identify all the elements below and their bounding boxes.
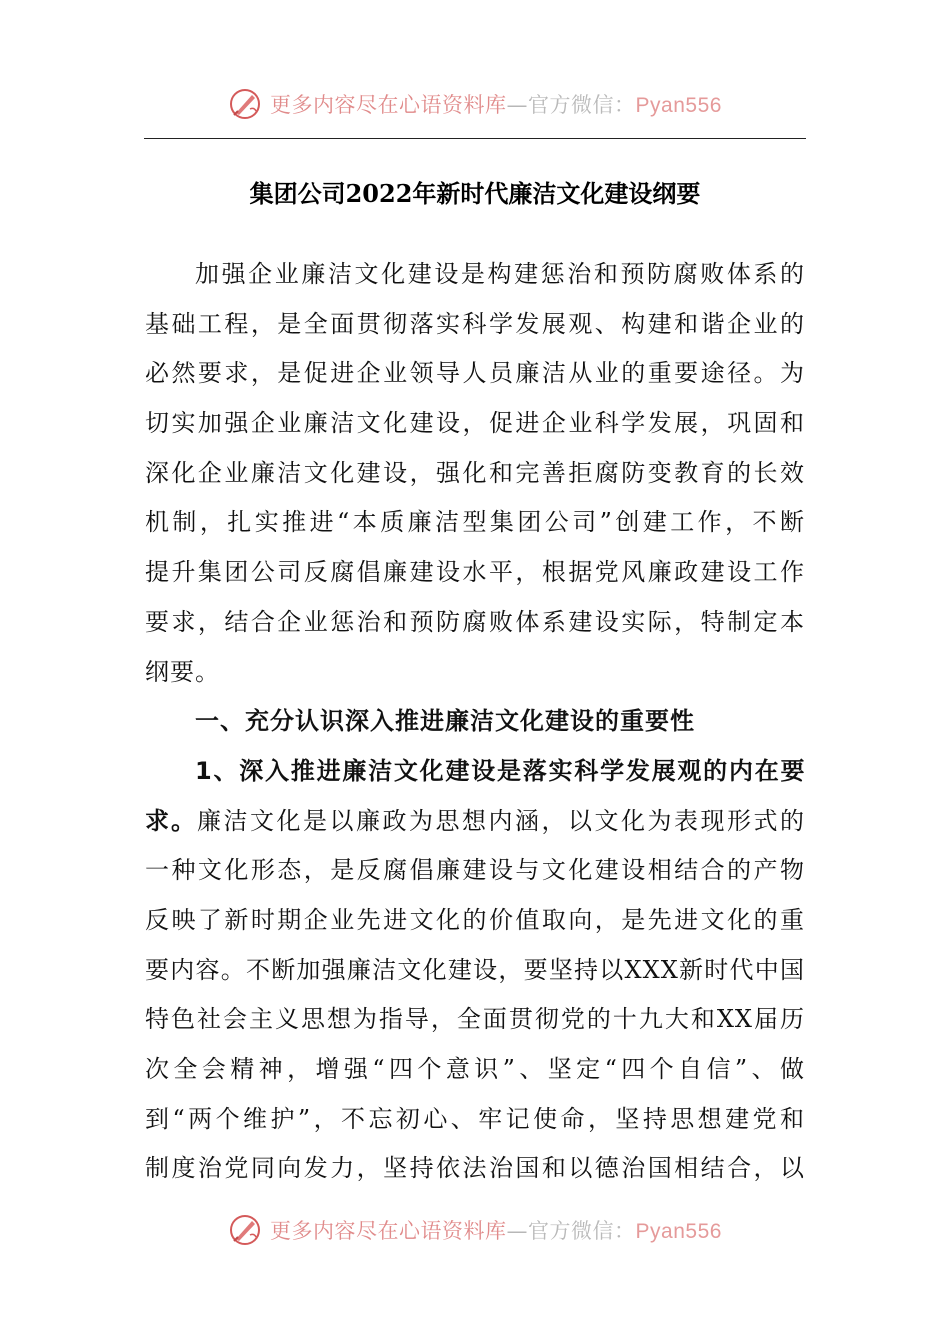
paragraph-line: 一种文化形态，是反腐倡廉建设与文化建设相结合的产物 [145, 856, 805, 885]
watermark-dash: — [506, 1219, 529, 1243]
watermark-header [0, 84, 950, 124]
paragraph-line: 切实加强企业廉洁文化建设，促进企业科学发展，巩固和 [145, 409, 805, 438]
paragraph-line: 机制，扎实推进“本质廉洁型集团公司”创建工作，不断 [145, 508, 805, 537]
watermark-dash: — [506, 93, 529, 117]
paragraph-line: 制度治党同向发力，坚持依法治国和以德治国相结合，以 [145, 1154, 805, 1183]
watermark-official-label: 官方微信： [528, 1219, 636, 1243]
watermark-site-name: 更多内容尽在心语资料库 [270, 93, 507, 117]
watermark-text [270, 89, 722, 119]
point-heading: 1、深入推进廉洁文化建设是落实科学发展观的内在要 [195, 756, 805, 785]
paragraph-line: 反映了新时期企业先进文化的价值取向，是先进文化的重 [145, 905, 805, 934]
paragraph-line: 到“两个维护”，不忘初心、牢记使命，坚持思想建党和 [145, 1104, 805, 1133]
watermark-wechat-id: Pyan556 [635, 94, 722, 117]
paragraph-line: 纲要。 [145, 657, 220, 686]
paragraph-line: 深化企业廉洁文化建设，强化和完善拒腐防变教育的长效 [145, 458, 805, 487]
paragraph-line: 特色社会主义思想为指导，全面贯彻党的十九大和XX届历 [145, 1005, 805, 1034]
quill-logo-icon [228, 87, 262, 121]
paragraph-line: 基础工程，是全面贯彻落实科学发展观、构建和谐企业的 [145, 309, 805, 338]
watermark-site-name: 更多内容尽在心语资料库 [270, 1219, 507, 1243]
document-body [145, 250, 805, 1194]
document-title: 集团公司2022年新时代廉洁文化建设纲要 [249, 179, 701, 208]
paragraph-line [145, 797, 805, 847]
watermark-official-label: 官方微信： [528, 93, 636, 117]
watermark-footer [0, 1210, 950, 1250]
paragraph-line: 必然要求，是促进企业领导人员廉洁从业的重要途径。为 [145, 359, 805, 388]
watermark-wechat-id: Pyan556 [635, 1220, 722, 1243]
paragraph-line: 要求，结合企业惩治和预防腐败体系建设实际，特制定本 [145, 607, 805, 636]
paragraph-line: 提升集团公司反腐倡廉建设水平，根据党风廉政建设工作 [145, 558, 805, 587]
quill-logo-icon [228, 1213, 262, 1247]
paragraph-line: 要内容。不断加强廉洁文化建设，要坚持以XXX新时代中国 [145, 955, 805, 984]
paragraph-line: 加强企业廉洁文化建设是构建惩治和预防腐败体系的 [195, 260, 805, 288]
point-heading-line [145, 747, 805, 797]
point-heading-tail: 求。 [145, 806, 197, 835]
watermark-text [270, 1215, 722, 1245]
paragraph-line: 次全会精神，增强“四个意识”、坚定“四个自信”、做 [145, 1055, 805, 1083]
paragraph-text: 廉洁文化是以廉政为思想内涵，以文化为表现形式的 [197, 806, 805, 835]
header-divider [144, 138, 806, 139]
section-heading: 一、充分认识深入推进廉洁文化建设的重要性 [195, 707, 695, 736]
